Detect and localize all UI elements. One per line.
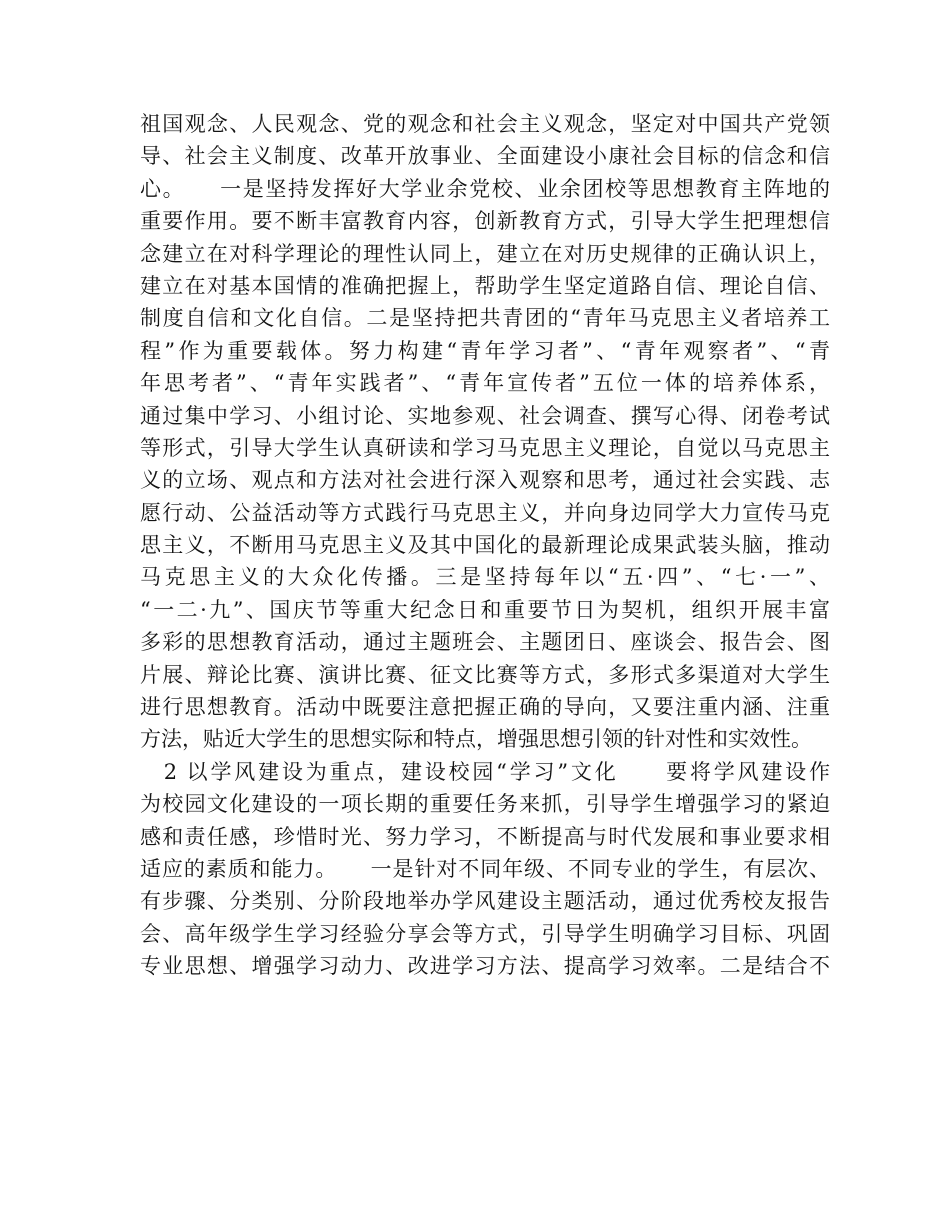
text-line: 制度自信和文化自信。二是坚持把共青团的“青年马克思主义者培养工 — [140, 306, 830, 331]
text-line: 进行思想教育。活动中既要注意把握正确的导向，又要注重内涵、注重 — [140, 695, 830, 720]
text-line: 专业思想、增强学习动力、改进学习方法、提高学习效率。二是结合不 — [140, 954, 830, 979]
text-line: 祖国观念、人民观念、党的观念和社会主义观念，坚定对中国共产党领 — [140, 112, 830, 136]
section-heading-line: 2 以学风建设为重点，建设校园“学习”文化 要将学风建设作 — [140, 759, 830, 784]
text-line: 感和责任感，珍惜时光、努力学习，不断提高与时代发展和事业要求相 — [140, 824, 830, 849]
text-line: 通过集中学习、小组讨论、实地参观、社会调查、撰写心得、闭卷考试 — [140, 403, 830, 428]
text-line: 马克思主义的大众化传播。三是坚持每年以“五·四”、“七·一”、 — [140, 565, 830, 590]
text-line: 有步骤、分类别、分阶段地举办学风建设主题活动，通过优秀校友报告 — [140, 889, 830, 914]
text-line: 等形式，引导大学生认真研读和学习马克思主义理论，自觉以马克思主 — [140, 435, 830, 460]
text-line: 念建立在对科学理论的理性认同上，建立在对历史规律的正确认识上， — [140, 241, 830, 266]
text-line: 多彩的思想教育活动，通过主题班会、主题团日、座谈会、报告会、图 — [140, 630, 830, 655]
text-line: 建立在对基本国情的准确把握上，帮助学生坚定道路自信、理论自信、 — [140, 273, 830, 298]
text-line: 重要作用。要不断丰富教育内容，创新教育方式，引导大学生把理想信 — [140, 209, 830, 234]
text-line: “一二·九”、国庆节等重大纪念日和重要节日为契机，组织开展丰富 — [140, 597, 830, 622]
text-line: 愿行动、公益活动等方式践行马克思主义，并向身边同学大力宣传马克 — [140, 500, 830, 525]
text-line: 思主义，不断用马克思主义及其中国化的最新理论成果武装头脑，推动 — [140, 533, 830, 558]
text-line: 义的立场、观点和方法对社会进行深入观察和思考，通过社会实践、志 — [140, 468, 830, 493]
text-line: 程”作为重要载体。努力构建“青年学习者”、“青年观察者”、“青 — [140, 338, 830, 363]
text-line: 适应的素质和能力。 一是针对不同年级、不同专业的学生，有层次、 — [140, 856, 830, 881]
text-line: 为校园文化建设的一项长期的重要任务来抓，引导学生增强学习的紧迫 — [140, 792, 830, 817]
text-line: 方法，贴近大学生的思想实际和特点，增强思想引领的针对性和实效性。 — [140, 727, 812, 752]
text-line: 片展、辩论比赛、演讲比赛、征文比赛等方式，多形式多渠道对大学生 — [140, 662, 830, 687]
text-line: 导、社会主义制度、改革开放事业、全面建设小康社会目标的信念和信 — [140, 144, 830, 169]
text-line: 心。 一是坚持发挥好大学业余党校、业余团校等思想教育主阵地的 — [140, 176, 830, 201]
text-line: 年思考者”、“青年实践者”、“青年宣传者”五位一体的培养体系， — [140, 371, 830, 396]
text-line: 会、高年级学生学习经验分享会等方式，引导学生明确学习目标、巩固 — [140, 921, 830, 946]
body-text — [140, 108, 830, 983]
